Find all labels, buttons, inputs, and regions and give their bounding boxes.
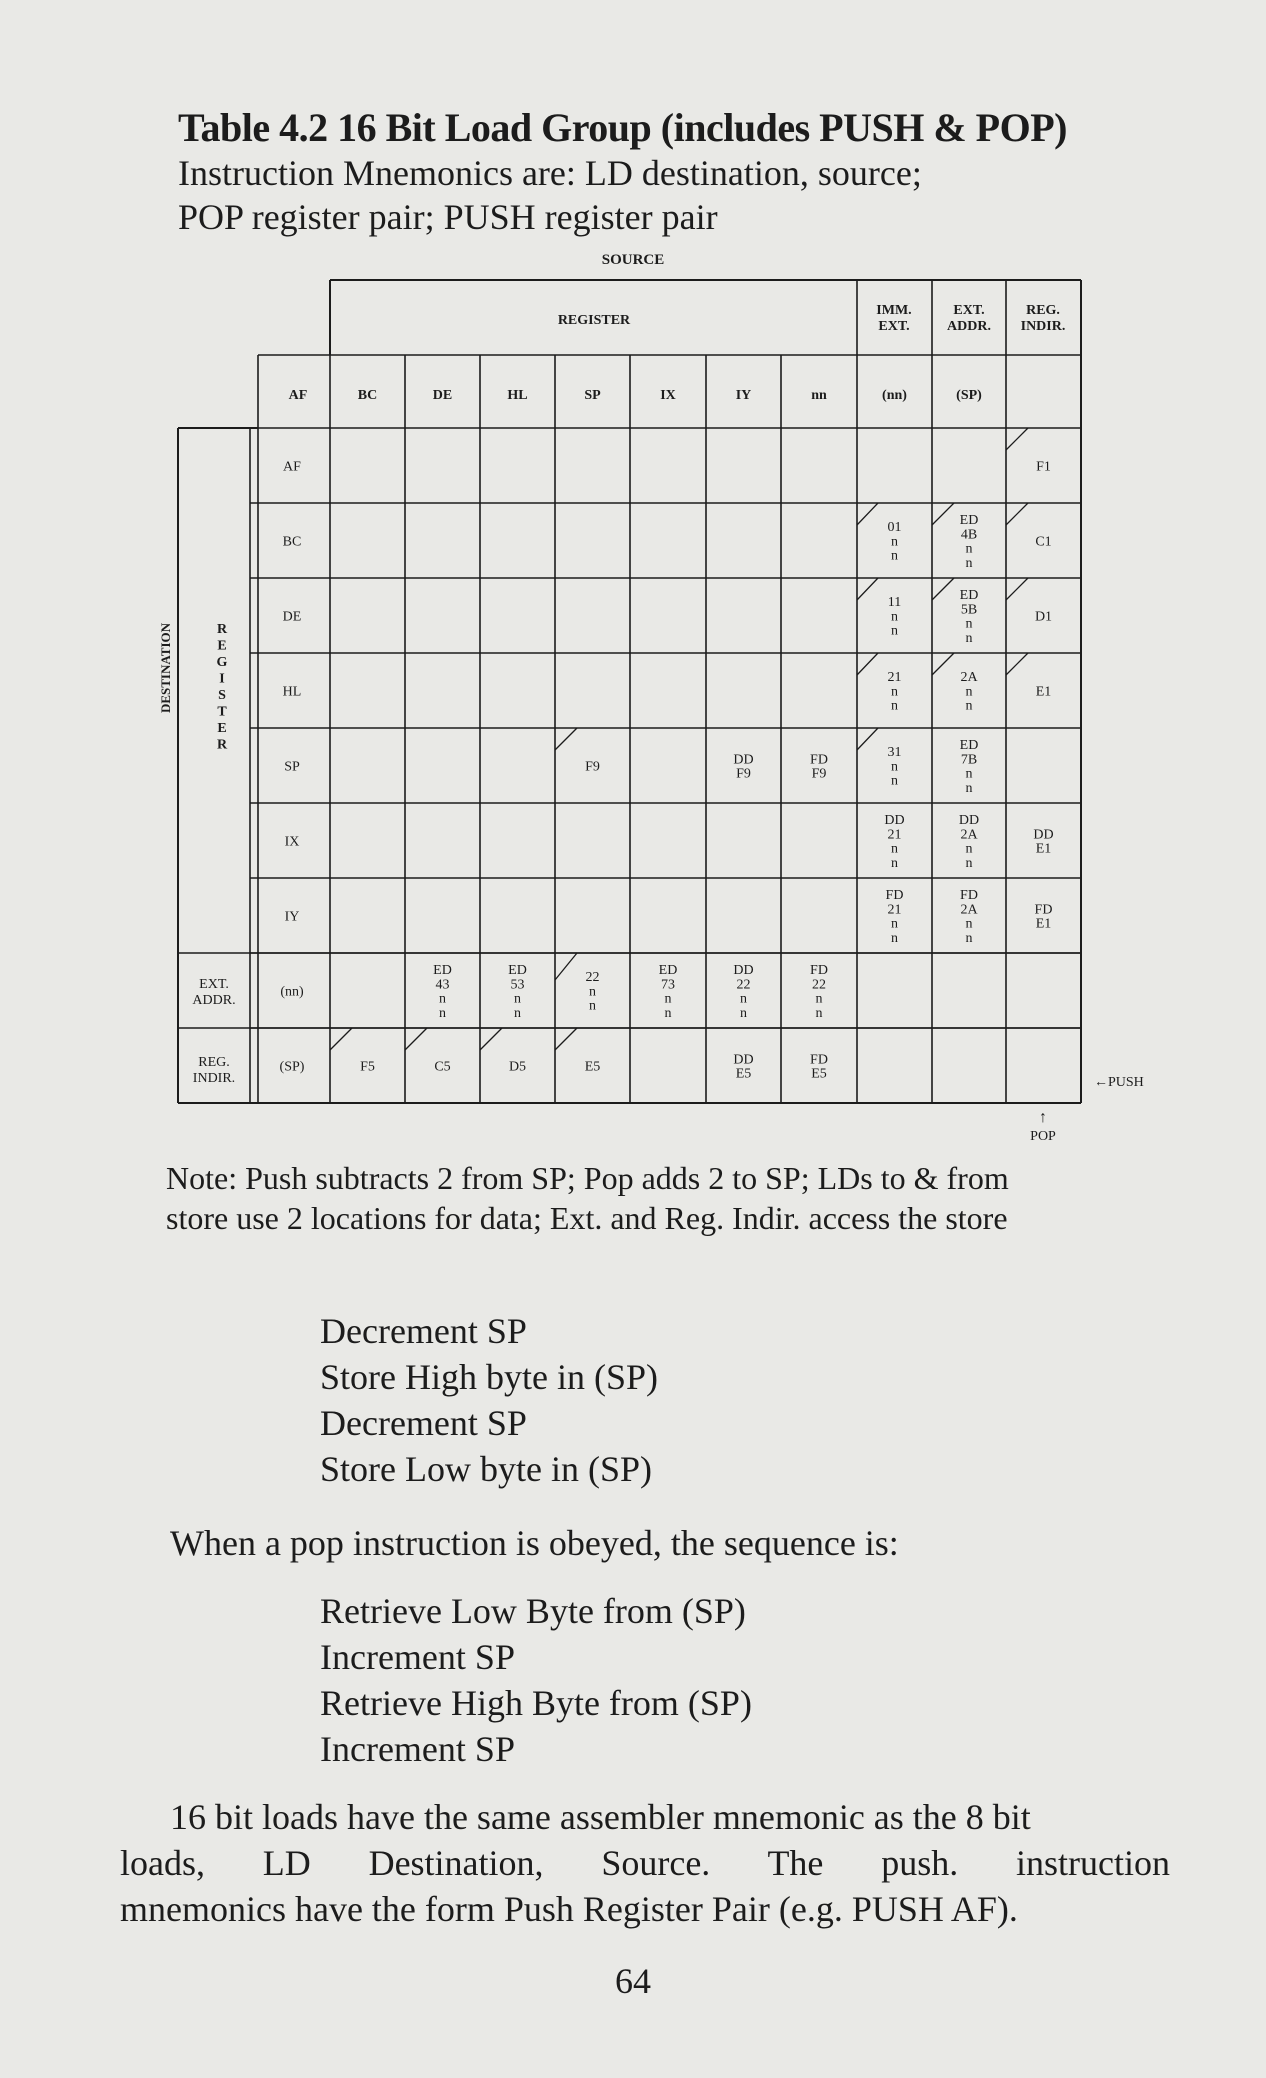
cell-r6-c8-line-2: n	[965, 916, 973, 932]
register-side-letter-6: E	[217, 721, 227, 736]
cell-r4-c8-line-1: 7B	[960, 752, 978, 768]
cell-r5-c8-line-1: 2A	[960, 827, 978, 843]
register-side-letter-2: G	[216, 655, 228, 670]
cell-r7-c2-line-0: ED	[508, 962, 527, 978]
ext-addr-row-label-2: ADDR.	[192, 993, 236, 1008]
corner-tick-16	[555, 1028, 577, 1050]
row-header-nn: (nn)	[280, 984, 304, 1000]
cell-r7-c2-line-2: n	[514, 991, 521, 1007]
row-header-bc: BC	[282, 534, 302, 550]
cell-r3-c8-line-2: n	[965, 698, 973, 714]
row-header-de: DE	[282, 609, 302, 625]
cell-r7-c3-line-1: n	[589, 984, 596, 1000]
corner-tick-4	[857, 578, 878, 600]
push-step-1: Decrement SP	[320, 1311, 527, 1351]
note-line-1: Note: Push subtracts 2 from SP; Pop adds 2 to SP; LDs to & from	[166, 1160, 1009, 1196]
column-header-iy: IY	[735, 388, 752, 403]
cell-r7-c3-line-2: n	[589, 998, 596, 1014]
cell-r8-c1-line-0: C5	[434, 1059, 451, 1075]
cell-r1-c7-line-2: n	[891, 548, 898, 564]
column-header-nn: nn	[811, 388, 827, 403]
corner-tick-14	[405, 1028, 427, 1050]
cell-r7-c5-line-2: n	[740, 991, 747, 1007]
cell-r3-c7-line-2: n	[891, 698, 898, 714]
ext-addr-label-2: ADDR.	[947, 319, 991, 334]
cell-r2-c8-line-3: n	[965, 630, 973, 646]
page-number: 64	[615, 1961, 651, 2001]
pop-intro: When a pop instruction is obeyed, the sequence is:	[170, 1523, 899, 1563]
cell-r4-c3-line-0: F9	[585, 759, 600, 775]
cell-r4-c7-line-2: n	[891, 773, 898, 789]
column-header-af: AF	[288, 388, 308, 403]
cell-r1-c8-line-1: 4B	[960, 527, 978, 543]
final-paragraph-line-1: 16 bit loads have the same assembler mnemonic as the 8 bit	[170, 1797, 1031, 1837]
cell-r4-c7-line-0: 31	[887, 745, 902, 761]
cell-r2-c7-line-1: n	[891, 609, 898, 625]
cell-r2-c7-line-2: n	[891, 623, 898, 639]
push-step-2: Store High byte in (SP)	[320, 1357, 658, 1397]
pop-step-3: Retrieve High Byte from (SP)	[320, 1683, 752, 1723]
cell-r5-c7-line-0: DD	[884, 812, 905, 828]
cell-r4-c7-line-1: n	[891, 759, 898, 775]
row-header-af: AF	[283, 459, 301, 475]
reg-indir-label-2: INDIR.	[1020, 319, 1066, 334]
row-header-sp: (SP)	[279, 1059, 305, 1075]
cell-r5-c9-line-0: DD	[1033, 827, 1054, 843]
register-side-letter-1: E	[217, 638, 227, 654]
push-step-4: Store Low byte in (SP)	[320, 1449, 652, 1489]
destination-label: DESTINATION	[158, 622, 173, 714]
corner-tick-8	[932, 653, 954, 675]
row-header-ix: IX	[284, 834, 300, 850]
cell-r5-c8-line-3: n	[965, 855, 973, 871]
subtitle-line-1: Instruction Mnemonics are: LD destination, source;	[178, 153, 922, 193]
cell-r8-c6-line-1: E5	[811, 1066, 827, 1082]
cell-r1-c8-line-0: ED	[959, 512, 979, 528]
cell-r5-c7-line-1: 21	[887, 827, 902, 843]
imm-ext-label-2: EXT.	[878, 319, 910, 334]
ext-addr-label-1: EXT.	[953, 303, 985, 318]
source-label: SOURCE	[601, 252, 665, 268]
cell-r3-c7-line-1: n	[891, 684, 898, 700]
push-label: ←PUSH	[1094, 1075, 1144, 1090]
register-side-letter-5: T	[217, 704, 227, 720]
cell-r6-c7-line-2: n	[891, 916, 898, 932]
register-side-letter-0: R	[216, 622, 228, 637]
cell-r5-c8-line-0: DD	[958, 812, 980, 828]
cell-r4-c8-line-3: n	[965, 780, 973, 796]
cell-r6-c9-line-0: FD	[1034, 902, 1053, 918]
cell-r7-c3-line-0: 22	[585, 970, 600, 986]
pop-step-4: Increment SP	[320, 1729, 515, 1769]
cell-r4-c8-line-0: ED	[959, 737, 979, 753]
cell-r4-c5-line-0: DD	[733, 752, 754, 768]
cell-r7-c1-line-1: 43	[435, 977, 450, 993]
pop-arrow: ↑	[1039, 1109, 1047, 1126]
cell-r6-c8-line-0: FD	[960, 887, 978, 903]
corner-tick-6	[1006, 578, 1028, 600]
cell-r5-c9-line-1: E1	[1035, 841, 1052, 857]
cell-r5-c7-line-3: n	[891, 855, 898, 871]
cell-r4-c5-line-1: F9	[736, 766, 751, 782]
row-header-sp: SP	[284, 759, 300, 775]
corner-tick-7	[857, 653, 878, 675]
column-header-ix: IX	[660, 388, 676, 403]
cell-r7-c4-line-2: n	[664, 991, 672, 1007]
cell-r7-c6-line-2: n	[815, 991, 823, 1007]
row-header-iy: IY	[284, 909, 300, 925]
cell-r6-c8-line-3: n	[965, 930, 973, 946]
cell-r7-c5-line-0: DD	[733, 962, 754, 978]
corner-tick-3	[1006, 503, 1028, 525]
pop-step-1: Retrieve Low Byte from (SP)	[320, 1591, 746, 1631]
corner-tick-13	[330, 1028, 352, 1050]
column-header-sp: SP	[584, 388, 601, 403]
cell-r6-c8-line-1: 2A	[960, 902, 978, 918]
cell-r7-c4-line-1: 73	[661, 977, 675, 993]
cell-r2-c8-line-2: n	[965, 616, 973, 632]
cell-r7-c6-line-3: n	[815, 1005, 823, 1021]
cell-r8-c5-line-1: E5	[735, 1066, 752, 1082]
final-paragraph-line-2: loads, LD Destination, Source. The push. instruction	[120, 1843, 1170, 1883]
cell-r7-c1-line-3: n	[439, 1005, 446, 1021]
cell-r3-c8-line-1: n	[965, 684, 973, 700]
register-side-letter-4: S	[218, 688, 226, 703]
final-paragraph-line-3: mnemonics have the form Push Register Pair (e.g. PUSH AF).	[120, 1889, 1018, 1929]
cell-r7-c6-line-0: FD	[810, 962, 828, 978]
cell-r7-c5-line-3: n	[740, 1005, 747, 1021]
cell-r7-c6-line-1: 22	[812, 977, 826, 993]
cell-r7-c4-line-0: ED	[658, 962, 678, 978]
cell-r7-c4-line-3: n	[664, 1005, 672, 1021]
reg-indir-row-label-1: REG.	[198, 1055, 230, 1070]
cell-r8-c3-line-0: E5	[584, 1059, 601, 1075]
subtitle-line-2: POP register pair; PUSH register pair	[178, 197, 718, 237]
cell-r7-c1-line-0: ED	[433, 962, 452, 978]
reg-indir-row-label-2: INDIR.	[192, 1071, 236, 1086]
column-header-sp: (SP)	[956, 388, 982, 403]
register-side-letter-7: R	[216, 737, 228, 753]
pop-label: POP	[1030, 1129, 1056, 1144]
cell-r4-c6-line-1: F9	[811, 766, 827, 782]
cell-r6-c9-line-1: E1	[1035, 916, 1052, 932]
cell-r6-c7-line-3: n	[891, 930, 898, 946]
corner-tick-10	[555, 728, 577, 750]
cell-r8-c5-line-0: DD	[733, 1052, 754, 1068]
corner-tick-2	[932, 503, 954, 525]
table-title: Table 4.2 16 Bit Load Group (includes PUSH & POP)	[178, 105, 1067, 150]
corner-tick-9	[1006, 653, 1028, 675]
cell-r7-c2-line-3: n	[514, 1005, 521, 1021]
cell-r2-c8-line-0: ED	[959, 587, 979, 603]
ext-addr-row-label-1: EXT.	[199, 977, 229, 992]
cell-r1-c8-line-2: n	[965, 541, 973, 557]
cell-r1-c7-line-0: 01	[887, 520, 902, 536]
reg-indir-label-1: REG.	[1026, 303, 1060, 318]
corner-tick-5	[932, 578, 954, 600]
note-line-2: store use 2 locations for data; Ext. and Reg. Indir. access the store	[166, 1200, 1008, 1236]
corner-tick-15	[480, 1028, 502, 1050]
cell-r6-c7-line-1: 21	[887, 902, 902, 918]
corner-tick-12	[555, 953, 577, 980]
cell-r0-c9-line-0: F1	[1036, 459, 1051, 475]
cell-r8-c6-line-0: FD	[810, 1052, 828, 1068]
cell-r3-c8-line-0: 2A	[960, 670, 978, 686]
cell-r4-c8-line-2: n	[965, 766, 973, 782]
row-header-hl: HL	[282, 684, 302, 700]
cell-r8-c2-line-0: D5	[508, 1059, 527, 1075]
cell-r7-c5-line-1: 22	[736, 977, 751, 993]
imm-ext-label-1: IMM.	[876, 303, 912, 318]
corner-tick-11	[857, 728, 878, 750]
cell-r6-c7-line-0: FD	[885, 887, 904, 903]
column-header-de: DE	[432, 388, 453, 403]
cell-r3-c9-line-0: E1	[1035, 684, 1052, 700]
cell-r7-c2-line-1: 53	[510, 977, 525, 993]
cell-r4-c6-line-0: FD	[810, 752, 828, 768]
cell-r2-c9-line-0: D1	[1034, 609, 1053, 625]
cell-r8-c0-line-0: F5	[360, 1059, 375, 1075]
cell-r1-c7-line-1: n	[891, 534, 898, 550]
pop-step-2: Increment SP	[320, 1637, 515, 1677]
register-side-letter-3: I	[219, 671, 225, 687]
corner-tick-0	[1006, 428, 1028, 450]
cell-r1-c9-line-0: C1	[1035, 534, 1052, 550]
cell-r7-c1-line-2: n	[439, 991, 446, 1007]
cell-r1-c8-line-3: n	[965, 555, 973, 571]
corner-tick-1	[857, 503, 878, 525]
cell-r3-c7-line-0: 21	[887, 670, 902, 686]
cell-r5-c7-line-2: n	[891, 841, 898, 857]
column-header-hl: HL	[507, 388, 528, 403]
column-header-bc: BC	[357, 388, 378, 403]
cell-r5-c8-line-2: n	[965, 841, 973, 857]
cell-r2-c8-line-1: 5B	[960, 602, 978, 618]
push-step-3: Decrement SP	[320, 1403, 527, 1443]
column-header-nn: (nn)	[882, 388, 907, 403]
register-group-label: REGISTER	[557, 313, 631, 328]
cell-r2-c7-line-0: 11	[887, 595, 902, 611]
